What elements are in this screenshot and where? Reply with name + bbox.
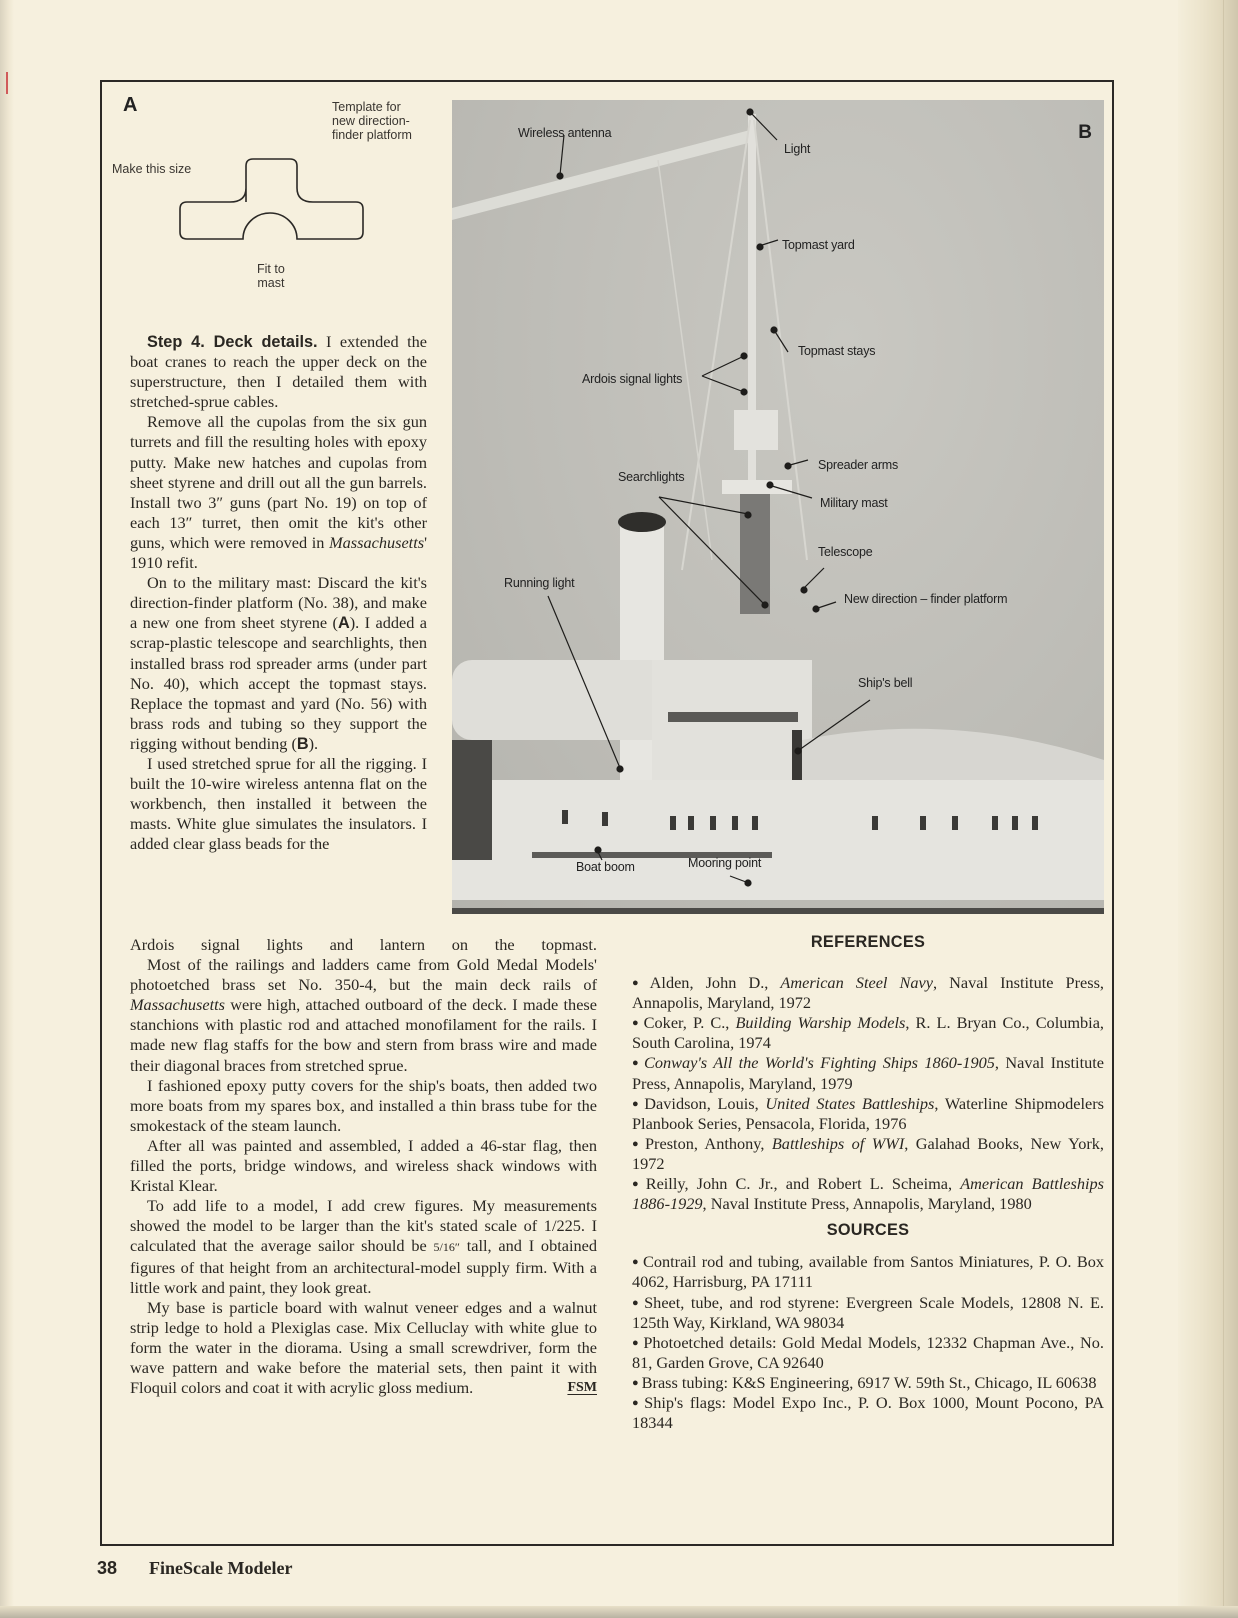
book-title: American Steel Navy bbox=[780, 973, 933, 993]
paragraph-military-mast: On to the military mast: Discard the kit's direction-finder platform (No. 38), and make a new one from sheet styrene (A). I added a scrap-plastic telescope and searchlights, then installed brass rod spreader arms (under part No. 40), which accept the topmast stays. Replace the topmast and yard (No. 56) with brass rods and tubing so they support the rigging without bending (B). bbox=[130, 573, 427, 753]
bullet-icon: ● bbox=[632, 977, 647, 990]
callout-spreader-arms: Spreader arms bbox=[818, 458, 899, 472]
callout-light: Light bbox=[784, 142, 811, 156]
figure-a-template-diagram bbox=[112, 92, 442, 302]
callout-telescope: Telescope bbox=[818, 545, 873, 559]
figure-ref-b: B bbox=[296, 734, 309, 753]
figure-b-letter: B bbox=[1078, 122, 1092, 143]
references-list bbox=[632, 973, 1104, 1214]
step-heading: Step 4. Deck details. bbox=[147, 333, 318, 351]
callout-ships-bell: Ship's bell bbox=[858, 676, 913, 690]
boat-dark bbox=[452, 740, 492, 860]
bullet-icon: ● bbox=[632, 1396, 642, 1409]
book-title: United States Battleships bbox=[765, 1093, 935, 1113]
figure-b-ship-photo bbox=[452, 100, 1104, 914]
page-number: 38 bbox=[97, 1558, 118, 1578]
paragraph-railings: Most of the railings and ladders came from Gold Medal Models' photoetched brass set No. 350-4, but the main deck rails of Massachusetts were high, attached outboard of the deck. I made these stanchions with plastic rod and attached monofilament for the rails. I made new flag staffs for the bow and stern from brass wire and made their diagonal braces from stretched sprue. bbox=[130, 955, 597, 1075]
callout-ardois-signal-lights: Ardois signal lights bbox=[582, 372, 683, 386]
callout-military-mast: Military mast bbox=[820, 496, 888, 510]
article-column-narrow bbox=[130, 332, 427, 854]
reference-item: ● Reilly, John C. Jr., and Robert L. Scheima, American Battleships 1886-1929, Naval Institute Press, Annapolis, Maryland, 1980 bbox=[632, 1174, 1104, 1214]
ship-model-illustration bbox=[452, 100, 1104, 914]
paragraph-rigging: I used stretched sprue for all the rigging. I built the 10-wire wireless antenna flat on the workbench, then installed it between the masts. White glue simulates the insulators. I added clear glass beads for the bbox=[130, 753, 427, 854]
ship-name: Massachusetts bbox=[329, 532, 425, 552]
references-sources-column bbox=[632, 932, 1104, 1433]
stay-line bbox=[658, 160, 712, 560]
source-item: ● Sheet, tube, and rod styrene: Evergreen Scale Models, 12808 N. E. 125th Way, Kirkland, WA 98034 bbox=[632, 1292, 1104, 1332]
source-item: ● Photoetched details: Gold Medal Models, 12332 Chapman Ave., No. 81, Garden Grove, CA 92640 bbox=[632, 1332, 1104, 1372]
bullet-icon: ● bbox=[632, 1296, 642, 1309]
paragraph-boats: I fashioned epoxy putty covers for the ship's boats, then added two more boats from my spares box, and installed a thin brass tube for the smokestack of the steam launch. bbox=[130, 1075, 597, 1135]
paragraph-step-4: Step 4. Deck details. I extended the boat cranes to reach the upper deck on the superstructure, then I detailed them with stretched-sprue cables. bbox=[130, 332, 427, 412]
figure-a-letter: A bbox=[123, 94, 138, 116]
page-footer bbox=[97, 1558, 293, 1579]
callout-new-df-platform: New direction – finder platform bbox=[844, 592, 1008, 606]
reference-item: ● Preston, Anthony, Battleships of WWI, Galahad Books, New York, 1972 bbox=[632, 1133, 1104, 1173]
callout-boat-boom: Boat boom bbox=[576, 860, 635, 874]
book-title: Conway's All the World's Fighting Ships 1860-1905 bbox=[643, 1053, 995, 1073]
paragraph-base: My base is particle board with walnut veneer edges and a walnut strip ledge to hold a Plexiglas case. Mix Celluclay with white glue to form the water in the diorama. Using a small screwdriver, form the wave pattern and wake before the material sets, then paint it with Floquil colors and coat it with acrylic gloss medium. FSM bbox=[130, 1297, 597, 1398]
end-mark-fsm: FSM bbox=[567, 1380, 597, 1396]
fraction: 5/16″ bbox=[433, 1240, 460, 1255]
bullet-icon: ● bbox=[632, 1256, 640, 1269]
callout-mooring-point: Mooring point bbox=[688, 856, 762, 870]
boat-deck bbox=[452, 660, 682, 740]
stay-line bbox=[682, 120, 750, 570]
sources-list bbox=[632, 1252, 1104, 1433]
source-item: ● Ship's flags: Model Expo Inc., P. O. Box 1000, Mount Pocono, PA 18344 bbox=[632, 1392, 1104, 1433]
source-item: ● Brass tubing: K&S Engineering, 6917 W. 59th St., Chicago, IL 60638 bbox=[632, 1372, 1097, 1392]
bullet-icon: ● bbox=[632, 1336, 641, 1349]
paragraph-crew: To add life to a model, I add crew figures. My measurements showed the model to be larger than the kit's stated scale of 1/225. I calculated that the average sailor should be 5/16″ tall, and I obtained figures of that height from an architectural-model supply firm. With a little work and paint, they look great. bbox=[130, 1196, 597, 1297]
reference-item: ● Coker, P. C., Building Warship Models, R. L. Bryan Co., Columbia, South Carolina, 1974 bbox=[632, 1013, 1104, 1053]
ship-name: Massachusetts bbox=[130, 995, 225, 1015]
bullet-icon: ● bbox=[632, 1057, 641, 1070]
callout-topmast-stays: Topmast stays bbox=[798, 344, 876, 358]
bullet-icon: ● bbox=[632, 1137, 642, 1150]
magazine-name: FineScale Modeler bbox=[149, 1558, 293, 1578]
spine-mark bbox=[6, 72, 8, 94]
fit-to-mast-label: Fit to mast bbox=[257, 262, 285, 290]
callout-running-light: Running light bbox=[504, 576, 575, 590]
waterline bbox=[452, 908, 1104, 914]
callout-wireless-antenna: Wireless antenna bbox=[518, 126, 612, 140]
paragraph-flag: After all was painted and assembled, I added a 46-star flag, then filled the ports, bridge windows, and wireless shack windows with Kristal Klear. bbox=[130, 1135, 597, 1196]
spreader-platform bbox=[734, 410, 778, 450]
wireless-antenna-shape bbox=[452, 130, 752, 220]
mast-platform bbox=[722, 480, 792, 494]
bridge-windows bbox=[668, 712, 798, 722]
reference-item: ● Davidson, Louis, United States Battleships, Waterline Shipmodelers Planbook Series, Pensacola, Florida, 1976 bbox=[632, 1093, 1104, 1133]
sources-heading: SOURCES bbox=[826, 1221, 910, 1240]
book-title: Battleships of WWI bbox=[771, 1133, 905, 1153]
reference-item: ● Conway's All the World's Fighting Ships 1860-1905, Naval Institute Press, Annapolis, Maryland, 1979 bbox=[632, 1053, 1104, 1093]
paragraph-cupolas: Remove all the cupolas from the six gun turrets and fill the resulting holes with epoxy putty. Make new hatches and cupolas from sheet styrene and drill out all the gun barrels. Install two 3″ guns (part No. 19) on top of each 13″ turret, then omit the kit's other guns, which were removed in Massachusetts' 1910 refit. bbox=[130, 412, 427, 573]
facing-page-edge bbox=[1178, 0, 1238, 1618]
hull bbox=[452, 780, 1104, 900]
book-title: Building Warship Models bbox=[735, 1013, 906, 1033]
military-mast-body bbox=[740, 494, 770, 614]
bullet-icon: ● bbox=[632, 1017, 641, 1030]
bullet-icon: ● bbox=[632, 1376, 639, 1389]
bullet-icon: ● bbox=[632, 1178, 643, 1191]
figure-ref-a: A bbox=[337, 614, 350, 633]
make-this-size-label: Make this size bbox=[112, 162, 192, 176]
article-column-wide bbox=[130, 935, 597, 1398]
callout-searchlights: Searchlights bbox=[618, 470, 685, 484]
reference-item: ● Alden, John D., American Steel Navy, Naval Institute Press, Annapolis, Maryland, 1972 bbox=[632, 973, 1104, 1013]
page-bottom-edge bbox=[0, 1606, 1238, 1618]
figure-a-caption: Template for new direction- finder platform bbox=[332, 100, 412, 142]
page-spine bbox=[0, 0, 14, 1618]
book-title: American Battleships 1886-1929 bbox=[632, 1174, 1104, 1214]
references-heading: REFERENCES bbox=[810, 933, 926, 951]
callout-topmast-yard: Topmast yard bbox=[782, 238, 855, 252]
source-item: ● Contrail rod and tubing, available from Santos Miniatures, P. O. Box 4062, Harrisburg, PA 17111 bbox=[632, 1252, 1104, 1292]
bullet-icon: ● bbox=[632, 1097, 642, 1110]
funnel-cap bbox=[618, 512, 666, 532]
paragraph-rigging-continued: Ardois signal lights and lantern on the topmast. bbox=[130, 935, 597, 954]
